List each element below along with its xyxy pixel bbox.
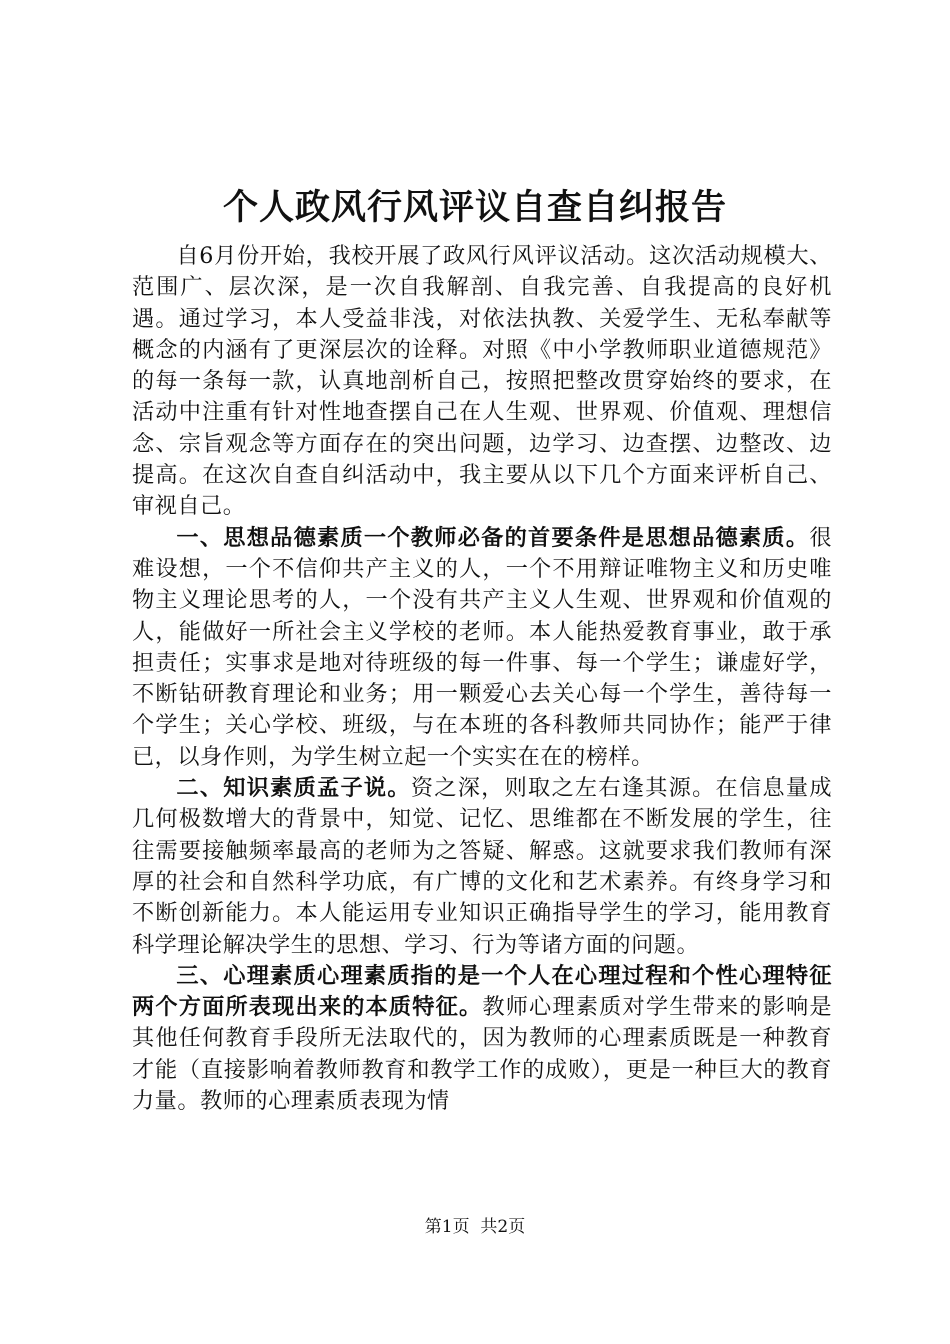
- paragraph-text: 教师心理素质对学生带来的影响是其他任何教育手段所无法取代的，因为教师的心理素质既是一种教育才能（直接影响着教师教育和教学工作的成败），更是一种巨大的教育力量。教师的心理素质表现为情: [132, 994, 833, 1115]
- page-footer: 第1页 共2页: [424, 1217, 526, 1237]
- paragraph-text: 资之深，则取之左右逢其源。在信息量成几何极数增大的背景中，知觉、记忆、思维都在不断发展的学生，往往需要接触频率最高的老师为之答疑、解惑。这就要求我们教师有深厚的社会和自然科学功底，有广博的文化和艺术素养。有终身学习和不断创新能力。本人能运用专业知识正确指导学生的学习，能用教育科学理论解决学生的思想、学习、行为等诸方面的问题。: [132, 775, 833, 958]
- document-body: [132, 241, 832, 1117]
- section-heading: 三、心理素质心理素质指的是一个人在心理过程和个性心理特征两个方面所表现出来的本质特征。: [132, 962, 832, 1021]
- paragraph-section-3: [132, 961, 832, 1117]
- paragraph-section-1: [132, 523, 832, 773]
- section-heading: 二、知识素质孟子说。: [176, 775, 411, 802]
- section-heading: 一、思想品德素质一个教师必备的首要条件是思想品德素质。: [176, 524, 810, 551]
- paragraph-section-2: [132, 773, 832, 961]
- paragraph-intro: [132, 241, 832, 523]
- paragraph-text: 自6月份开始，我校开展了政风行风评议活动。这次活动规模大、范围广、层次深，是一次自我解剖、自我完善、自我提高的良好机遇。通过学习，本人受益非浅，对依法执教、关爱学生、无私奉献等概念的内涵有了更深层次的诠释。对照《中小学教师职业道德规范》的每一条每一款，认真地剖析自己，按照把整改贯穿始终的要求，在活动中注重有针对性地查摆自己在人生观、世界观、价值观、理想信念、宗旨观念等方面存在的突出问题，边学习、边查摆、边整改、边提高。在这次自查自纠活动中，我主要从以下几个方面来评析自己、审视自己。: [132, 243, 832, 520]
- paragraph-text: 很难设想，一个不信仰共产主义的人，一个不用辩证唯物主义和历史唯物主义理论思考的人，一个没有共产主义人生观、世界观和价值观的人，能做好一所社会主义学校的老师。本人能热爱教育事业，敢于承担责任；实事求是地对待班级的每一件事、每一个学生；谦虚好学，不断钻研教育理论和业务；用一颗爱心去关心每一个学生，善待每一个学生；关心学校、班级，与在本班的各科教师共同协作；能严于律已，以身作则，为学生树立起一个实实在在的榜样。: [132, 524, 832, 770]
- document-title: 个人政风行风评议自查自纠报告: [222, 187, 727, 228]
